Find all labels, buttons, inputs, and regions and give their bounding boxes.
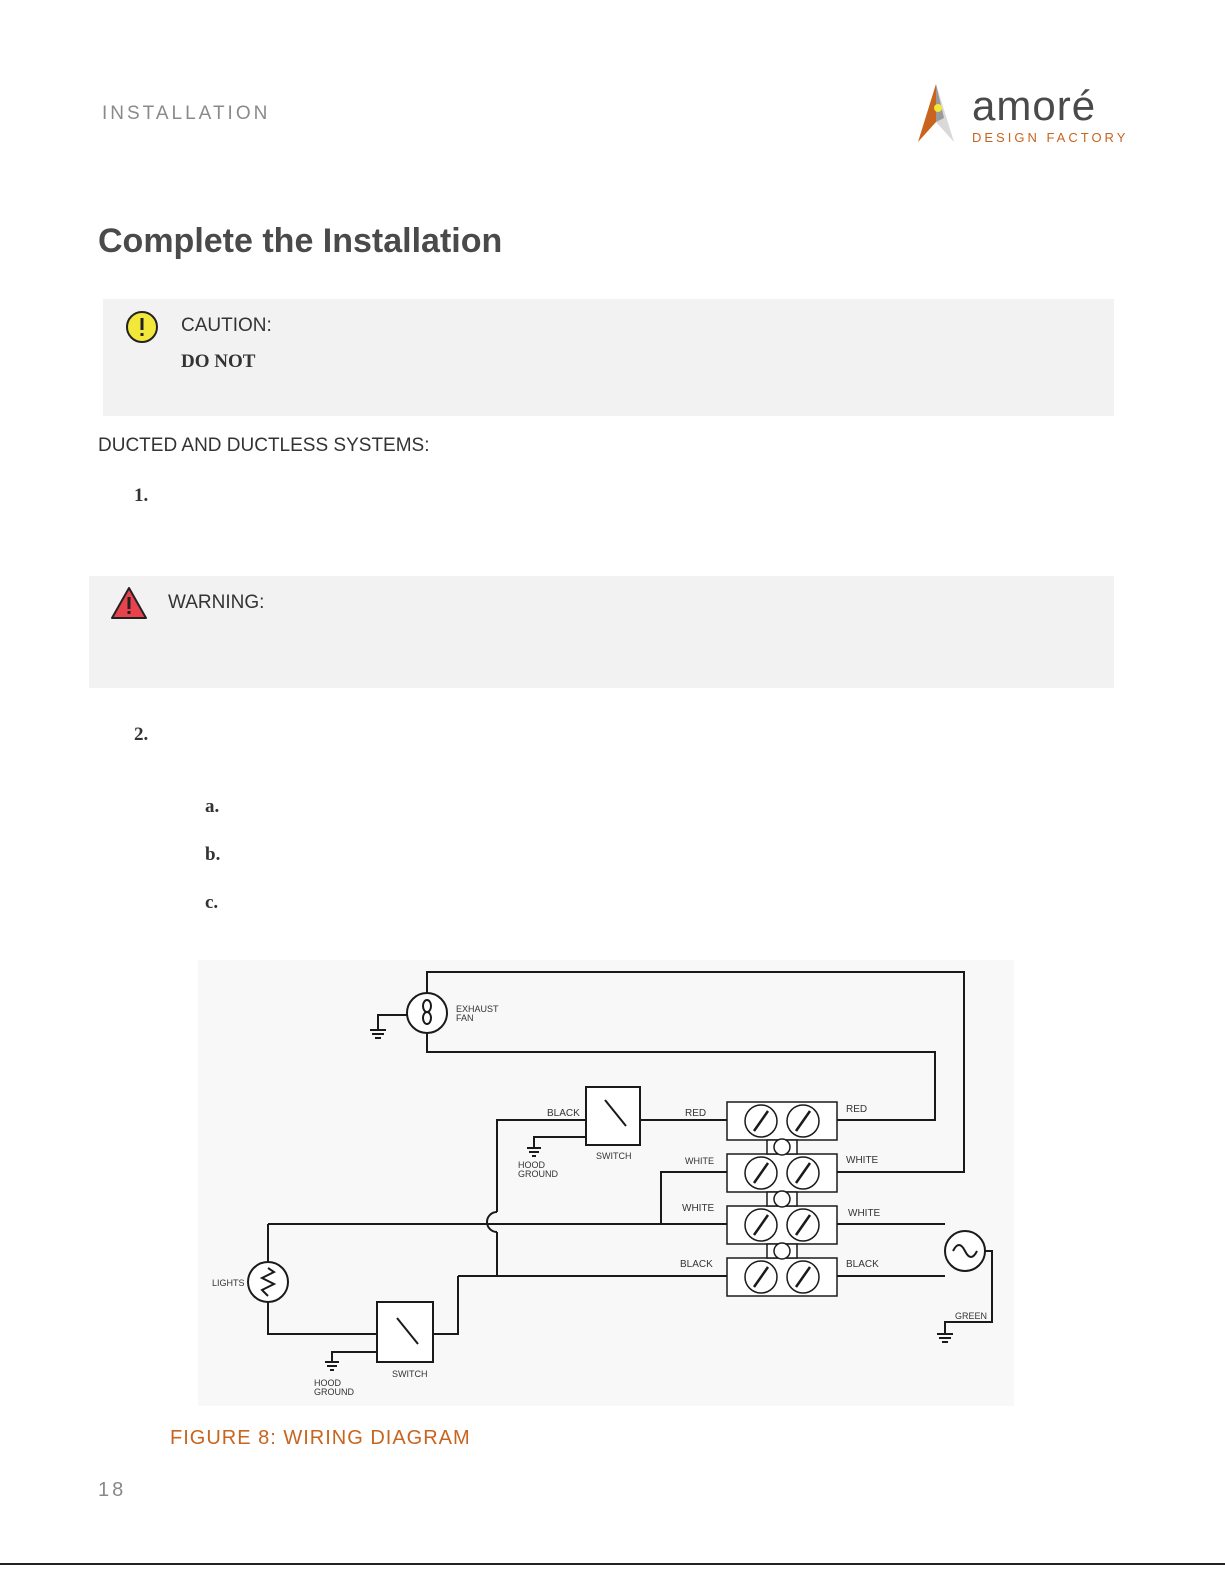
bottom-divider [0, 1563, 1225, 1565]
label-white-1-right: WHITE [846, 1155, 879, 1166]
warning-heading: WARNING: [168, 592, 265, 613]
substep-a: a. [205, 796, 220, 817]
label-switch-bottom: SWITCH [392, 1369, 428, 1379]
logo-brand: amoré [972, 82, 1097, 129]
label-black-right: BLACK [846, 1259, 879, 1270]
figure-caption: FIGURE 8: WIRING DIAGRAM [170, 1427, 471, 1449]
caution-text: DO NOT [181, 351, 256, 372]
page-title: Complete the Installation [98, 222, 503, 260]
caution-heading: CAUTION: [181, 315, 272, 336]
caution-icon [125, 310, 159, 344]
warning-icon [110, 586, 148, 620]
substep-b: b. [205, 844, 221, 865]
label-white-2-right: WHITE [848, 1208, 881, 1219]
wiring-diagram-figure [198, 960, 1014, 1406]
label-white-2-left: WHITE [682, 1203, 715, 1214]
label-hood-top-1: HOOD [518, 1160, 545, 1170]
label-black-top: BLACK [547, 1108, 580, 1119]
label-hood-bottom-1: HOOD [314, 1378, 341, 1388]
logo-tagline: DESIGN FACTORY [972, 130, 1129, 145]
label-lights: LIGHTS [212, 1278, 245, 1288]
label-green: GREEN [955, 1311, 988, 1321]
label-white-1-left: WHITE [685, 1156, 714, 1166]
label-black-left: BLACK [680, 1259, 713, 1270]
terminal-block [727, 1102, 837, 1296]
label-fan: FAN [456, 1013, 474, 1023]
caution-callout [103, 299, 1114, 416]
page-number: 18 [98, 1479, 127, 1501]
label-hood-top-2: GROUND [518, 1169, 558, 1179]
warning-callout [89, 576, 1114, 688]
step-1-number: 1. [134, 485, 149, 506]
label-switch-top: SWITCH [596, 1151, 632, 1161]
substep-c: c. [205, 892, 219, 913]
wiring-diagram [198, 960, 1014, 1406]
systems-heading: DUCTED AND DUCTLESS SYSTEMS: [98, 435, 430, 456]
label-red-right: RED [846, 1104, 868, 1115]
section-label: INSTALLATION [102, 103, 271, 124]
label-red-left: RED [685, 1108, 707, 1119]
label-exhaust: EXHAUST [456, 1004, 499, 1014]
exhaust-fan-symbol [407, 993, 447, 1033]
step-2-number: 2. [134, 724, 149, 745]
label-hood-bottom-2: GROUND [314, 1387, 354, 1397]
